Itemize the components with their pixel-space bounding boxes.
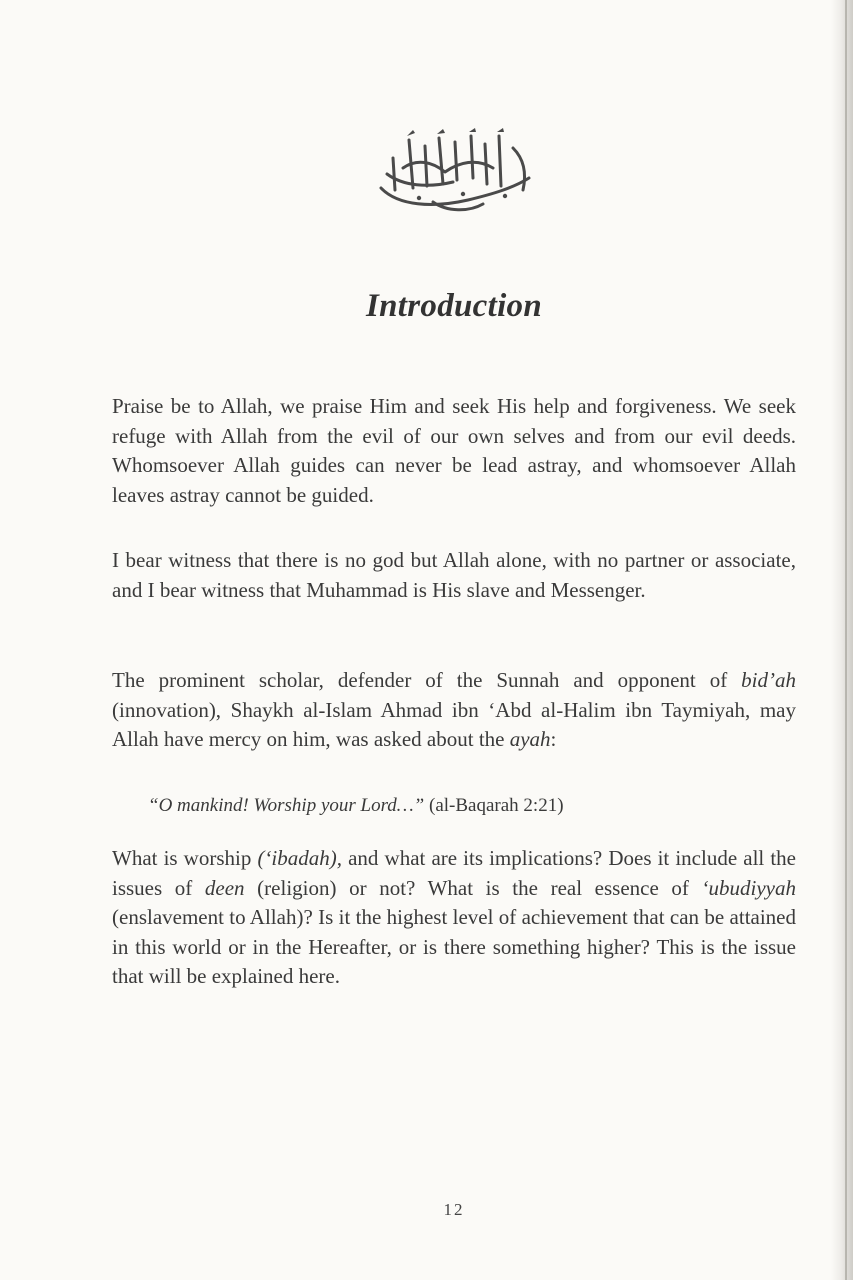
paragraph-witness: I bear witness that there is no god but Allah alone, with no partner or associate, and I bear witness that Muhammad is His slave and Messenger. xyxy=(112,548,796,602)
quote-reference: (al-Baqarah 2:21) xyxy=(424,795,564,816)
quote-text: “O mankind! Worship your Lord…” xyxy=(148,795,425,816)
term-ibadah: (‘ibadah), xyxy=(257,846,343,870)
paragraph-scholar-text-1: The prominent scholar, defender of the Sunnah and opponent of xyxy=(112,668,742,692)
page-edge-line xyxy=(845,0,847,1280)
page-title: Introduction xyxy=(366,288,542,324)
term-ayah: ayah xyxy=(509,727,551,751)
quranic-quote xyxy=(148,792,564,820)
basmala-calligraphy-icon xyxy=(373,128,535,218)
term-deen: deen xyxy=(204,875,245,900)
term-ubudiyyah: ‘ubudiyyah xyxy=(701,875,796,900)
paragraph-scholar xyxy=(112,666,796,755)
paragraph-questions xyxy=(112,844,796,992)
paragraph-scholar-text-3: : xyxy=(550,727,557,751)
paragraph-questions-text-1: What is worship xyxy=(112,846,258,870)
paragraph-praise: Praise be to Allah, we praise Him and seek His help and forgiveness. We seek refuge with Allah from the evil of our own selves and from our evil deeds. Whomsoever Allah guides can never be lead astray, and whomsoever Allah leaves astray cannot be guided. xyxy=(112,394,796,507)
paragraph-questions-text-2: and what are its implications? Does it include all the issues of xyxy=(112,846,796,900)
paragraph-questions-text-3: (religion) or not? What is the real essence of xyxy=(244,875,702,900)
page-edge-shadow xyxy=(831,0,853,1280)
page-number: 12 xyxy=(443,1200,465,1219)
paragraph-questions-text-4: (enslavement to Allah)? Is it the highest level of achievement that can be attained in this world or in the Hereafter, or is there something higher? This is the issue that will be explained here. xyxy=(112,905,796,988)
paragraph-scholar-text-2: (innovation), Shaykh al-Islam Ahmad ibn ‘Abd al-Halim ibn Taymiyah, may Allah have mercy on him, was asked about the xyxy=(112,697,796,751)
term-bidah: bid’ah xyxy=(741,668,796,692)
